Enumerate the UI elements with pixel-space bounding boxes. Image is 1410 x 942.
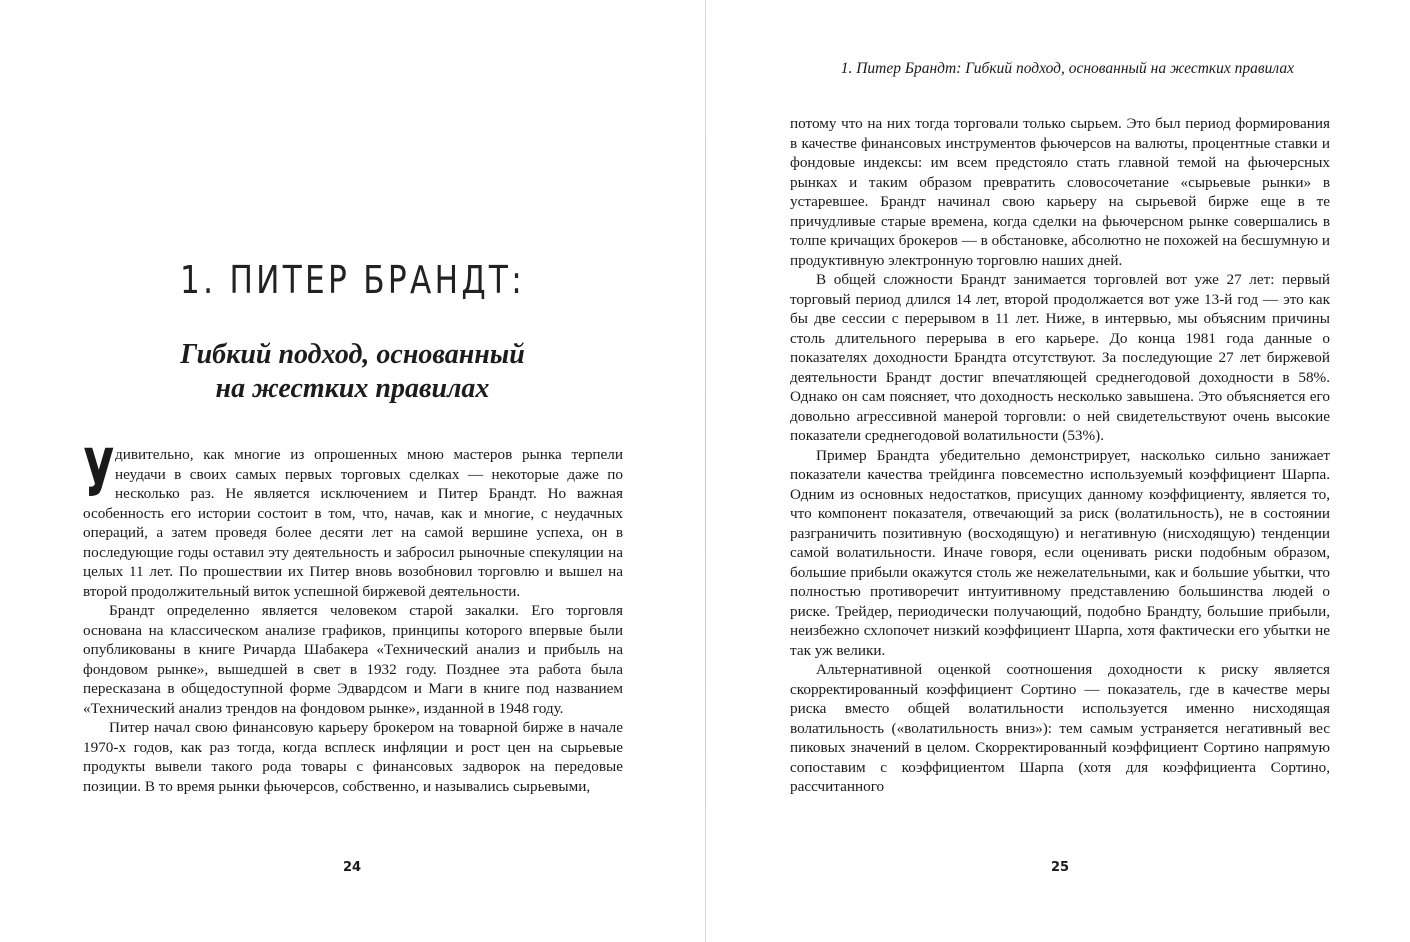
paragraph: Брандт определенно является человеком старой закалки. Его торговля основана на классическом анализе графиков, принципы которого впервые были опубликованы в книге Ричарда Шабакера «Технический анализ и прибыль на фондовом рынке», вышедшей в свет в 1932 году. Позднее эта работа была пересказана в общедоступной форме Эдвардсом и Маги в книге под названием «Технический анализ трендов на фондовом рынке», изданной в 1948 году. (83, 602, 623, 717)
paragraph: Альтернативной оценкой соотношения доходности к риску является скорректированный коэффициент Сортино — показатель, где в качестве меры риска вместо общей волатильности используется именно нисходящая волатильность («волатильность вниз»): тем самым устраняется негативный вес пиковых значений в целом. Скорректированный коэффициент Сортино напрямую сопоставим с коэффициентом Шарпа (хотя для коэффициента Сортино, рассчитанного (790, 661, 1330, 795)
page-number: 24 (342, 860, 362, 875)
paragraph: Пример Брандта убедительно демонстрирует, насколько сильно занижает показатели качества трейдинга повсеместно используемый коэффициент Шарпа. Одним из основных недостатков, присущих данному коэффициенту, является то, что компонент показателя, отвечающий за риск (волатильность), не в состоянии разграничить позитивную (восходящую) и негативную (нисходящую) тенденции самой волатильности. Иначе говоря, если оценивать риски подобным образом, большие прибыли окажутся столь же нежелательными, как и большие убытки, что полностью противоречит интуитивному представлению большинства людей о риске. Трейдер, периодически получающий, подобно Брандту, большие прибыли, неизбежно схлопочет низкий коэффициент Шарпа, хотя фактически его убытки не так уж велики. (790, 446, 1330, 659)
paragraph: потому что на них тогда торговали только сырьем. Это был период формирования в качестве финансовых инструментов фьючерсов на валюты, процентные ставки и фондовые индексы: им всем предстояло стать главной темой на фьючерсных рынках и таким образом превратить словосочетание «сырьевые рынки» в устаревшее. Брандт начинал свою карьеру на сырьевой бирже еще в те причудливые старые времена, когда сделки на фьючерсном рынке совершались в толпе кричащих брокеров — в обстановке, абсолютно не похожей на бесшумную и продуктивную электронную торговлю наших дней. (790, 115, 1330, 269)
chapter-subtitle (80, 338, 625, 406)
page-number: 25 (1050, 860, 1070, 875)
right-body-text (790, 114, 1330, 797)
running-head: 1. Питер Брандт: Гибкий подход, основанный на жестких правилах (840, 60, 1294, 77)
paragraph (83, 435, 623, 601)
subtitle-line-1: Гибкий подход, основанный (180, 339, 525, 370)
subtitle-line-2: на жестких правилах (215, 373, 490, 404)
drop-cap: У (83, 435, 115, 512)
paragraph: Питер начал свою финансовую карьеру брокером на товарной бирже в начале 1970-х годов, как раз тогда, когда всплеск инфляции и рост цен на сырьевые продукты вывели такого рода товары с финансовых задворок на передовые позиции. В то время рынки фьючерсов, собственно, и назывались сырьевыми, (83, 719, 623, 795)
paragraph: В общей сложности Брандт занимается торговлей вот уже 27 лет: первый торговый период длился 14 лет, второй продолжается вот уже 13-й год — это как бы две сессии с перерывом в 11 лет. Ниже, в интервью, мы объясним причины столь длительного перерыва в его карьере. До конца 1981 года данные о показателях доходности Брандта отсутствуют. За последующие 27 лет биржевой деятельности Брандт достиг впечатляющей среднегодовой доходности в 58%. Однако он сам поясняет, что доходность несколько завышена. Это объясняется его довольно агрессивной манерой торговли: о ней свидетельствуют очень высокие показатели среднегодовой волатильности (53%). (790, 271, 1330, 444)
paragraph-text: дивительно, как многие из опрошенных мною мастеров рынка терпели неудачи в своих самых первых торговых сделках — некоторые даже по несколько раз. Не является исключением и Питер Брандт. Но важная особенность его истории состоит в том, что, начав, как и многие, с неудачных операций, а затем проведя более десяти лет на самой вершине успеха, он в последующие годы оставил эту деятельность и забросил рыночные спекуляции на целых 11 лет. По прошествии их Питер вновь возобновил торговлю и вышел на второй продолжительный виток успешной биржевой деятельности. (83, 446, 623, 600)
left-body-text (83, 435, 623, 796)
chapter-title: 1. ПИТЕР БРАНДТ: (179, 258, 526, 302)
